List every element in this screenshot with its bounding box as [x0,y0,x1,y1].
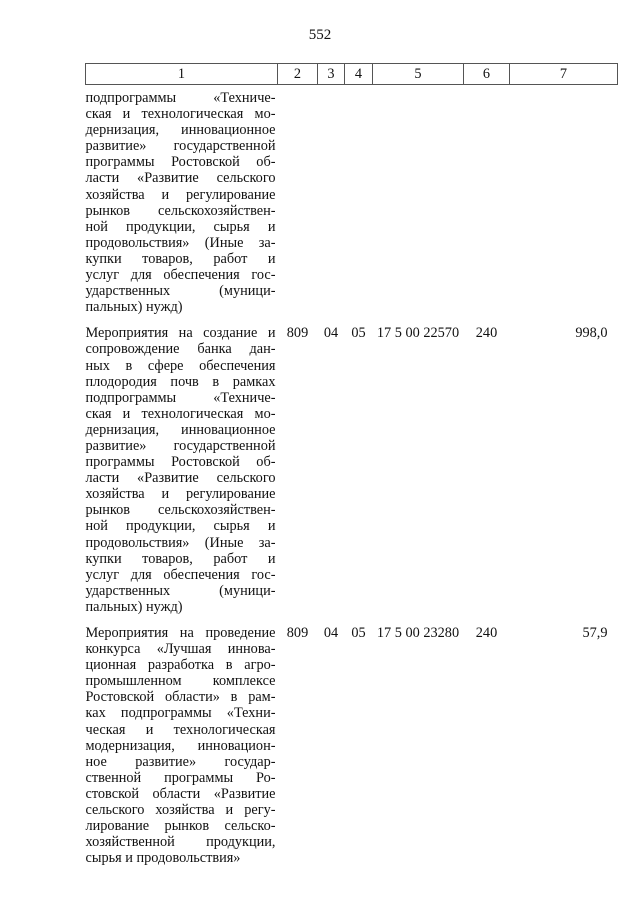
description-line: ская и технологическая мо- [85,405,276,422]
description-line: промышленном комплексе [85,673,276,690]
description-line: развитие» государственной [85,437,276,454]
row-description [86,615,278,866]
description-line: хозяйства и регулирование [85,486,276,503]
description-line: услуг для обеспечения гос- [85,267,276,284]
table-row [86,85,618,316]
amount [510,85,618,316]
section-code: 04 [323,325,339,342]
description-line: хозяйства и регулирование [85,186,276,203]
description-line: ной продукции, сырья и [85,218,276,235]
description-line: программы Ростовской об- [85,454,276,471]
description-line: дернизация, инновационное [85,421,276,438]
description-line: стовской области «Развитие [85,785,276,802]
amount: 998,0 [575,325,608,342]
table-row [86,615,618,866]
description-line: рынков сельскохозяйствен- [85,202,276,219]
description-line: Мероприятия на создание и [85,325,276,342]
col-header-4: 4 [345,64,373,85]
col-header-2: 2 [278,64,318,85]
subsection-code: 05 [351,325,366,342]
description-line: продовольствия» (Иные за- [85,234,276,251]
row-description [86,315,278,615]
description-line: продовольствия» (Иные за- [85,534,276,551]
table-row [86,315,618,615]
description-line: ударственных (муници- [85,582,276,599]
description-line: ционная разработка в агро- [85,657,276,674]
description-line: конкурса «Лучшая иннова- [85,641,276,658]
expense-type-code: 240 [475,325,498,342]
col-header-3: 3 [318,64,345,85]
description-line: Мероприятия на проведение [85,625,276,641]
description-line: модернизация, инновацион- [85,737,276,754]
amount: 57,9 [582,625,608,641]
page-number: 552 [308,27,332,43]
col-header-6: 6 [464,64,510,85]
description-line: ных в сфере обеспечения [85,357,276,374]
description-line: программы Ростовской об- [85,154,276,171]
expense-type-code [464,85,510,316]
target-article-code: 17 5 00 22570 [376,325,460,342]
description-line: ках подпрограммы «Техни- [85,705,276,722]
description-line: развитие» государственной [85,138,276,155]
description-line: сырья и продовольствия» [85,850,241,867]
description-line: ной продукции, сырья и [85,518,276,535]
description-line: Ростовской области» в рам- [85,689,276,706]
description-line: подпрограммы «Техниче- [85,389,276,406]
description-line: дернизация, инновационное [85,122,276,139]
description-line: ласти «Развитие сельского [85,470,276,487]
section-code [318,85,345,316]
col-header-7: 7 [510,64,618,85]
description-line: ственной программы Ро- [85,769,276,786]
description-line: купки товаров, работ и [85,250,276,267]
ministry-code: 809 [286,325,309,342]
budget-table [85,63,618,866]
subsection-code: 05 [351,625,366,641]
description-line: хозяйственной продукции, [85,834,276,851]
description-line: ческая и технологическая [85,721,276,738]
subsection-code [345,85,373,316]
description-line: купки товаров, работ и [85,550,276,567]
description-line: пальных) нужд) [85,299,183,316]
description-line: сельского хозяйства и регу- [85,802,276,819]
ministry-code [278,85,318,316]
description-line: ное развитие» государ- [85,753,276,770]
description-line: ударственных (муници- [85,283,276,300]
description-line: плодородия почв в рамках [85,373,276,390]
expense-type-code: 240 [475,625,498,641]
description-line: ская и технологическая мо- [85,106,276,123]
section-code: 04 [323,625,339,641]
description-line: сопровождение банка дан- [85,341,276,358]
row-description [86,85,278,316]
col-header-1: 1 [86,64,278,85]
description-line: пальных) нужд) [85,598,183,615]
description-line: подпрограммы «Техниче- [85,90,276,106]
col-header-5: 5 [373,64,464,85]
target-article-code [373,85,464,316]
description-line: рынков сельскохозяйствен- [85,502,276,519]
ministry-code: 809 [286,625,309,641]
description-line: лирование рынков сельско- [85,818,276,835]
target-article-code: 17 5 00 23280 [376,625,460,641]
description-line: ласти «Развитие сельского [85,170,276,187]
description-line: услуг для обеспечения гос- [85,566,276,583]
header-row [86,64,618,85]
